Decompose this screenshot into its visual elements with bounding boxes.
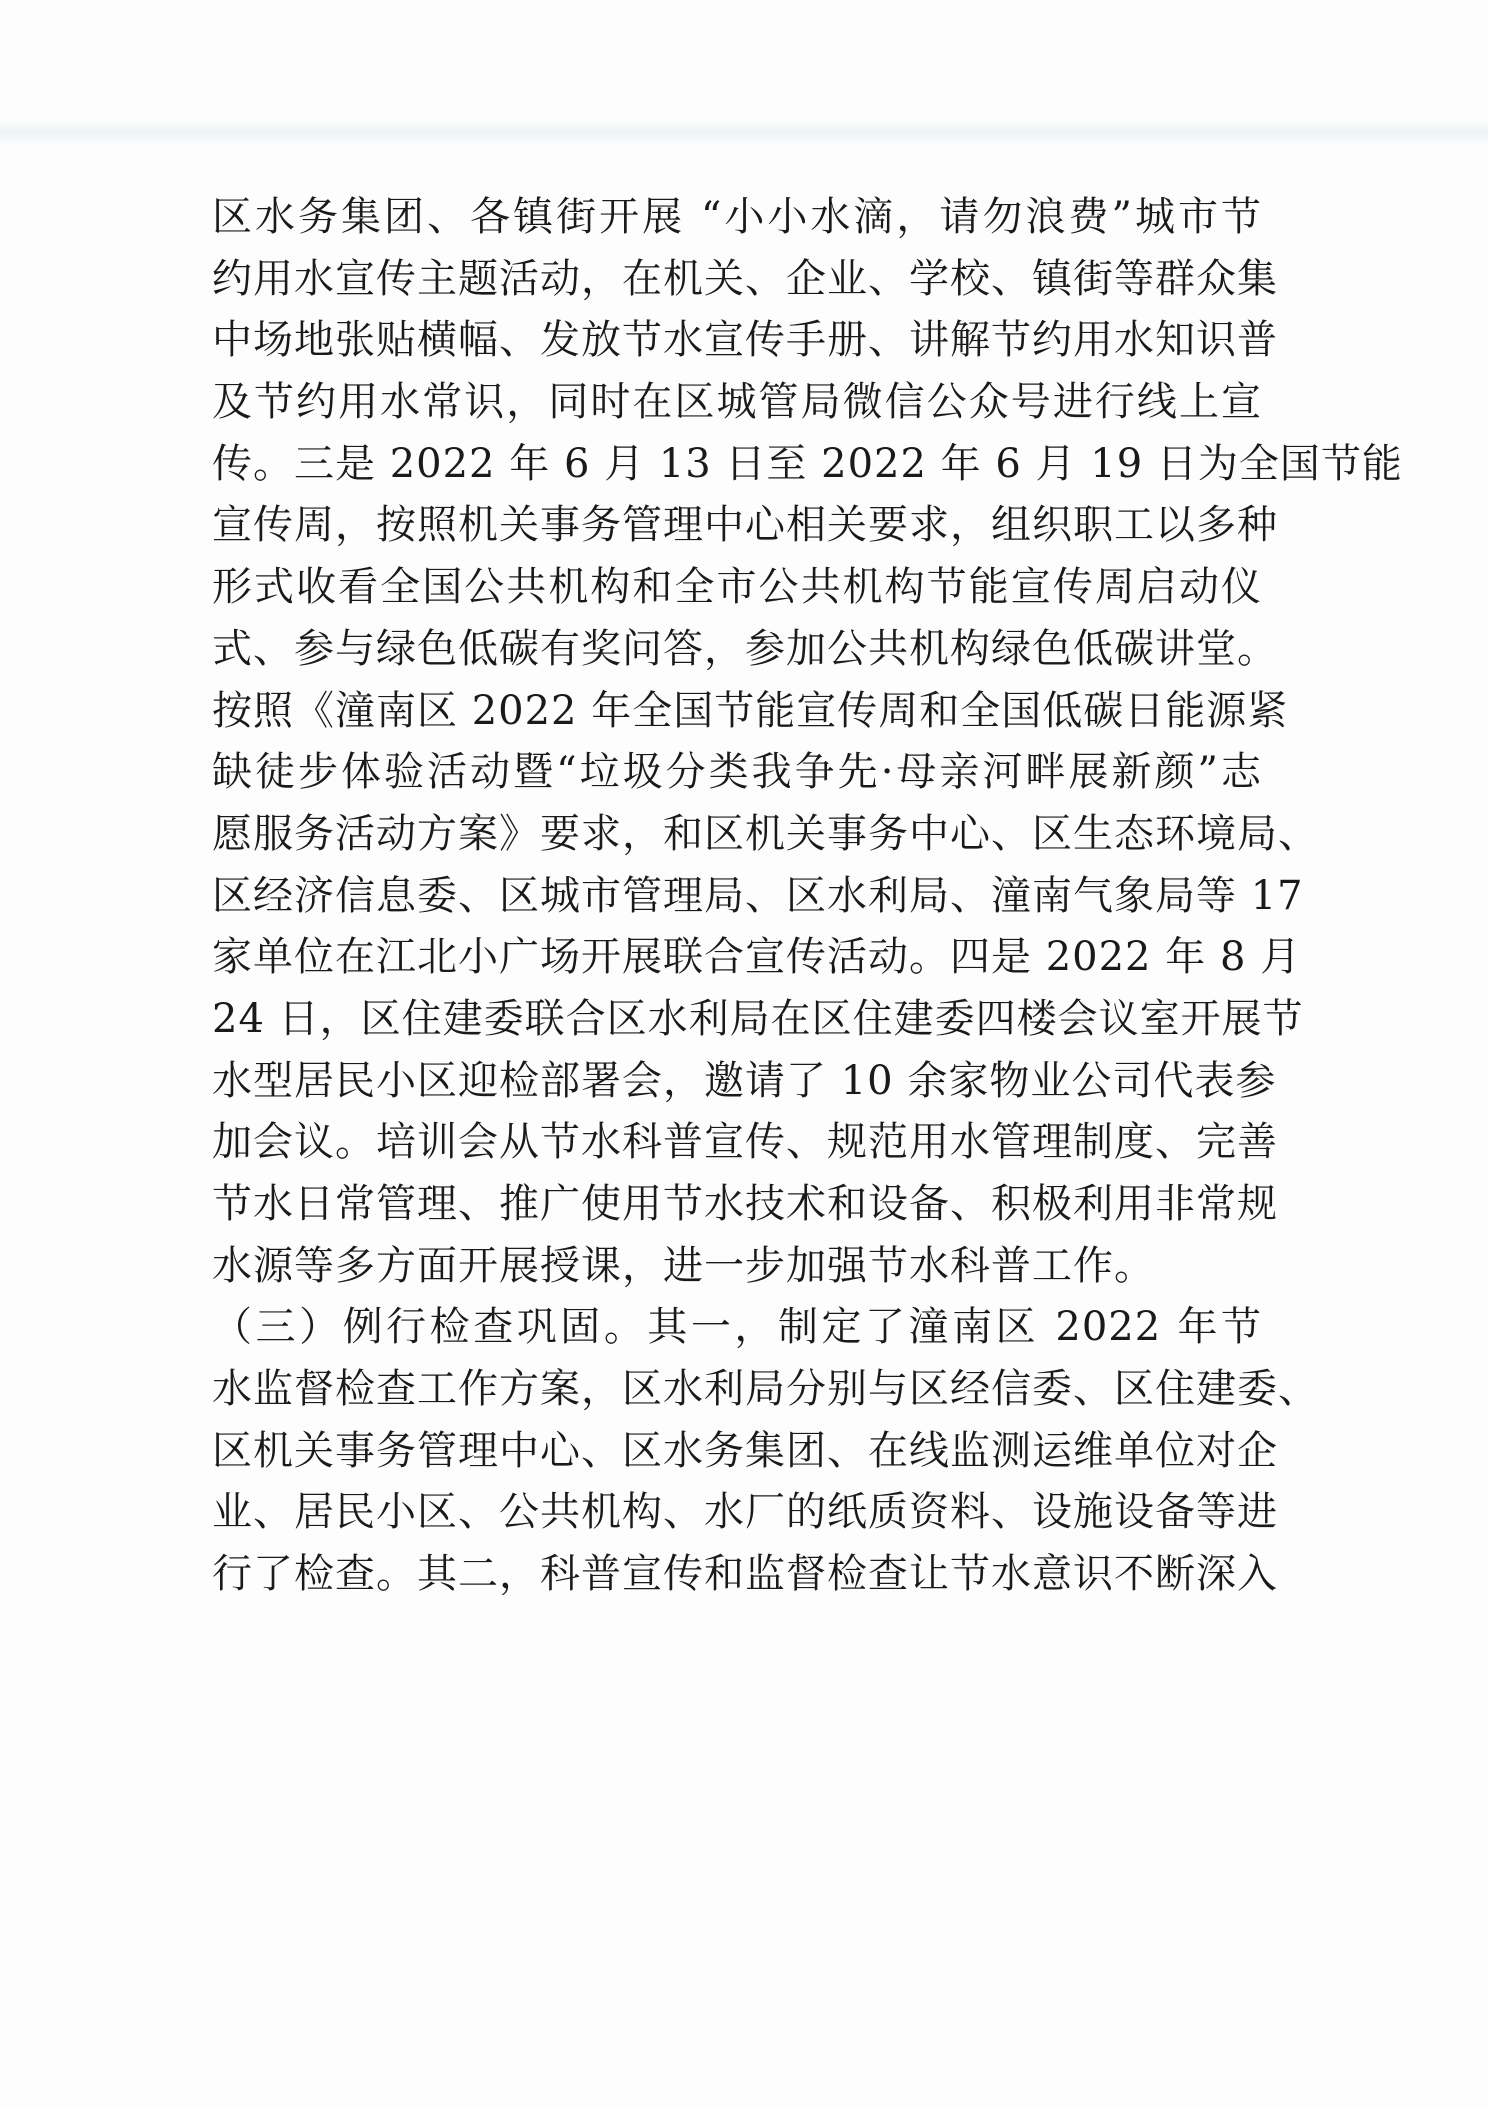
text-line-18: 水源等多方面开展授课，进一步加强节水科普工作。 xyxy=(212,1242,1155,1289)
text-line-4: 及节约用水常识，同时在区城管局微信公众号进行线上宣 xyxy=(212,379,1262,426)
text-line-3: 中场地张贴横幅、发放节水宣传手册、讲解节约用水知识普 xyxy=(212,317,1278,364)
text-line-7: 形式收看全国公共机构和全市公共机构节能宣传周启动仪 xyxy=(212,564,1262,611)
text-line-5: 传。三是 2022 年 6 月 13 日至 2022 年 6 月 19 日为全国节能 xyxy=(212,440,1403,487)
text-line-11: 愿服务活动方案》要求，和区机关事务中心、区生态环境局、 xyxy=(212,810,1319,857)
section-heading-line: （三）例行检查巩固。其一，制定了潼南区 2022 年节 xyxy=(212,1304,1262,1351)
text-line-22: 业、居民小区、公共机构、水厂的纸质资料、设施设备等进 xyxy=(212,1489,1278,1536)
text-line-15: 水型居民小区迎检部署会，邀请了 10 余家物业公司代表参 xyxy=(212,1057,1277,1104)
document-body xyxy=(212,187,1403,1606)
text-line-14: 24 日，区住建委联合区水利局在区住建委四楼会议室开展节 xyxy=(212,995,1304,1042)
text-line-16: 加会议。培训会从节水科普宣传、规范用水管理制度、完善 xyxy=(212,1119,1278,1166)
text-line-13: 家单位在江北小广场开展联合宣传活动。四是 2022 年 8 月 xyxy=(212,934,1302,981)
text-line-1: 区水务集团、各镇街开展 “小小水滴，请勿浪费”城市节 xyxy=(212,194,1262,240)
text-line-17: 节水日常管理、推广使用节水技术和设备、积极利用非常规 xyxy=(212,1181,1278,1227)
text-line-21: 区机关事务管理中心、区水务集团、在线监测运维单位对企 xyxy=(212,1427,1278,1474)
text-line-23: 行了检查。其二，科普宣传和监督检查让节水意识不断深入 xyxy=(212,1551,1278,1598)
text-line-20: 水监督检查工作方案，区水利局分别与区经信委、区住建委、 xyxy=(212,1366,1319,1413)
text-line-2: 约用水宣传主题活动，在机关、企业、学校、镇街等群众集 xyxy=(212,255,1278,302)
text-line-6: 宣传周，按照机关事务管理中心相关要求，组织职工以多种 xyxy=(212,502,1278,549)
text-line-8: 式、参与绿色低碳有奖问答，参加公共机构绿色低碳讲堂。 xyxy=(212,625,1278,672)
scan-shadow xyxy=(0,120,1488,146)
text-line-10: 缺徒步体验活动暨“垃圾分类我争先·母亲河畔展新颜”志 xyxy=(212,749,1262,796)
text-line-12: 区经济信息委、区城市管理局、区水利局、潼南气象局等 17 xyxy=(212,872,1304,919)
text-line-9: 按照《潼南区 2022 年全国节能宣传周和全国低碳日能源紧 xyxy=(212,687,1289,734)
